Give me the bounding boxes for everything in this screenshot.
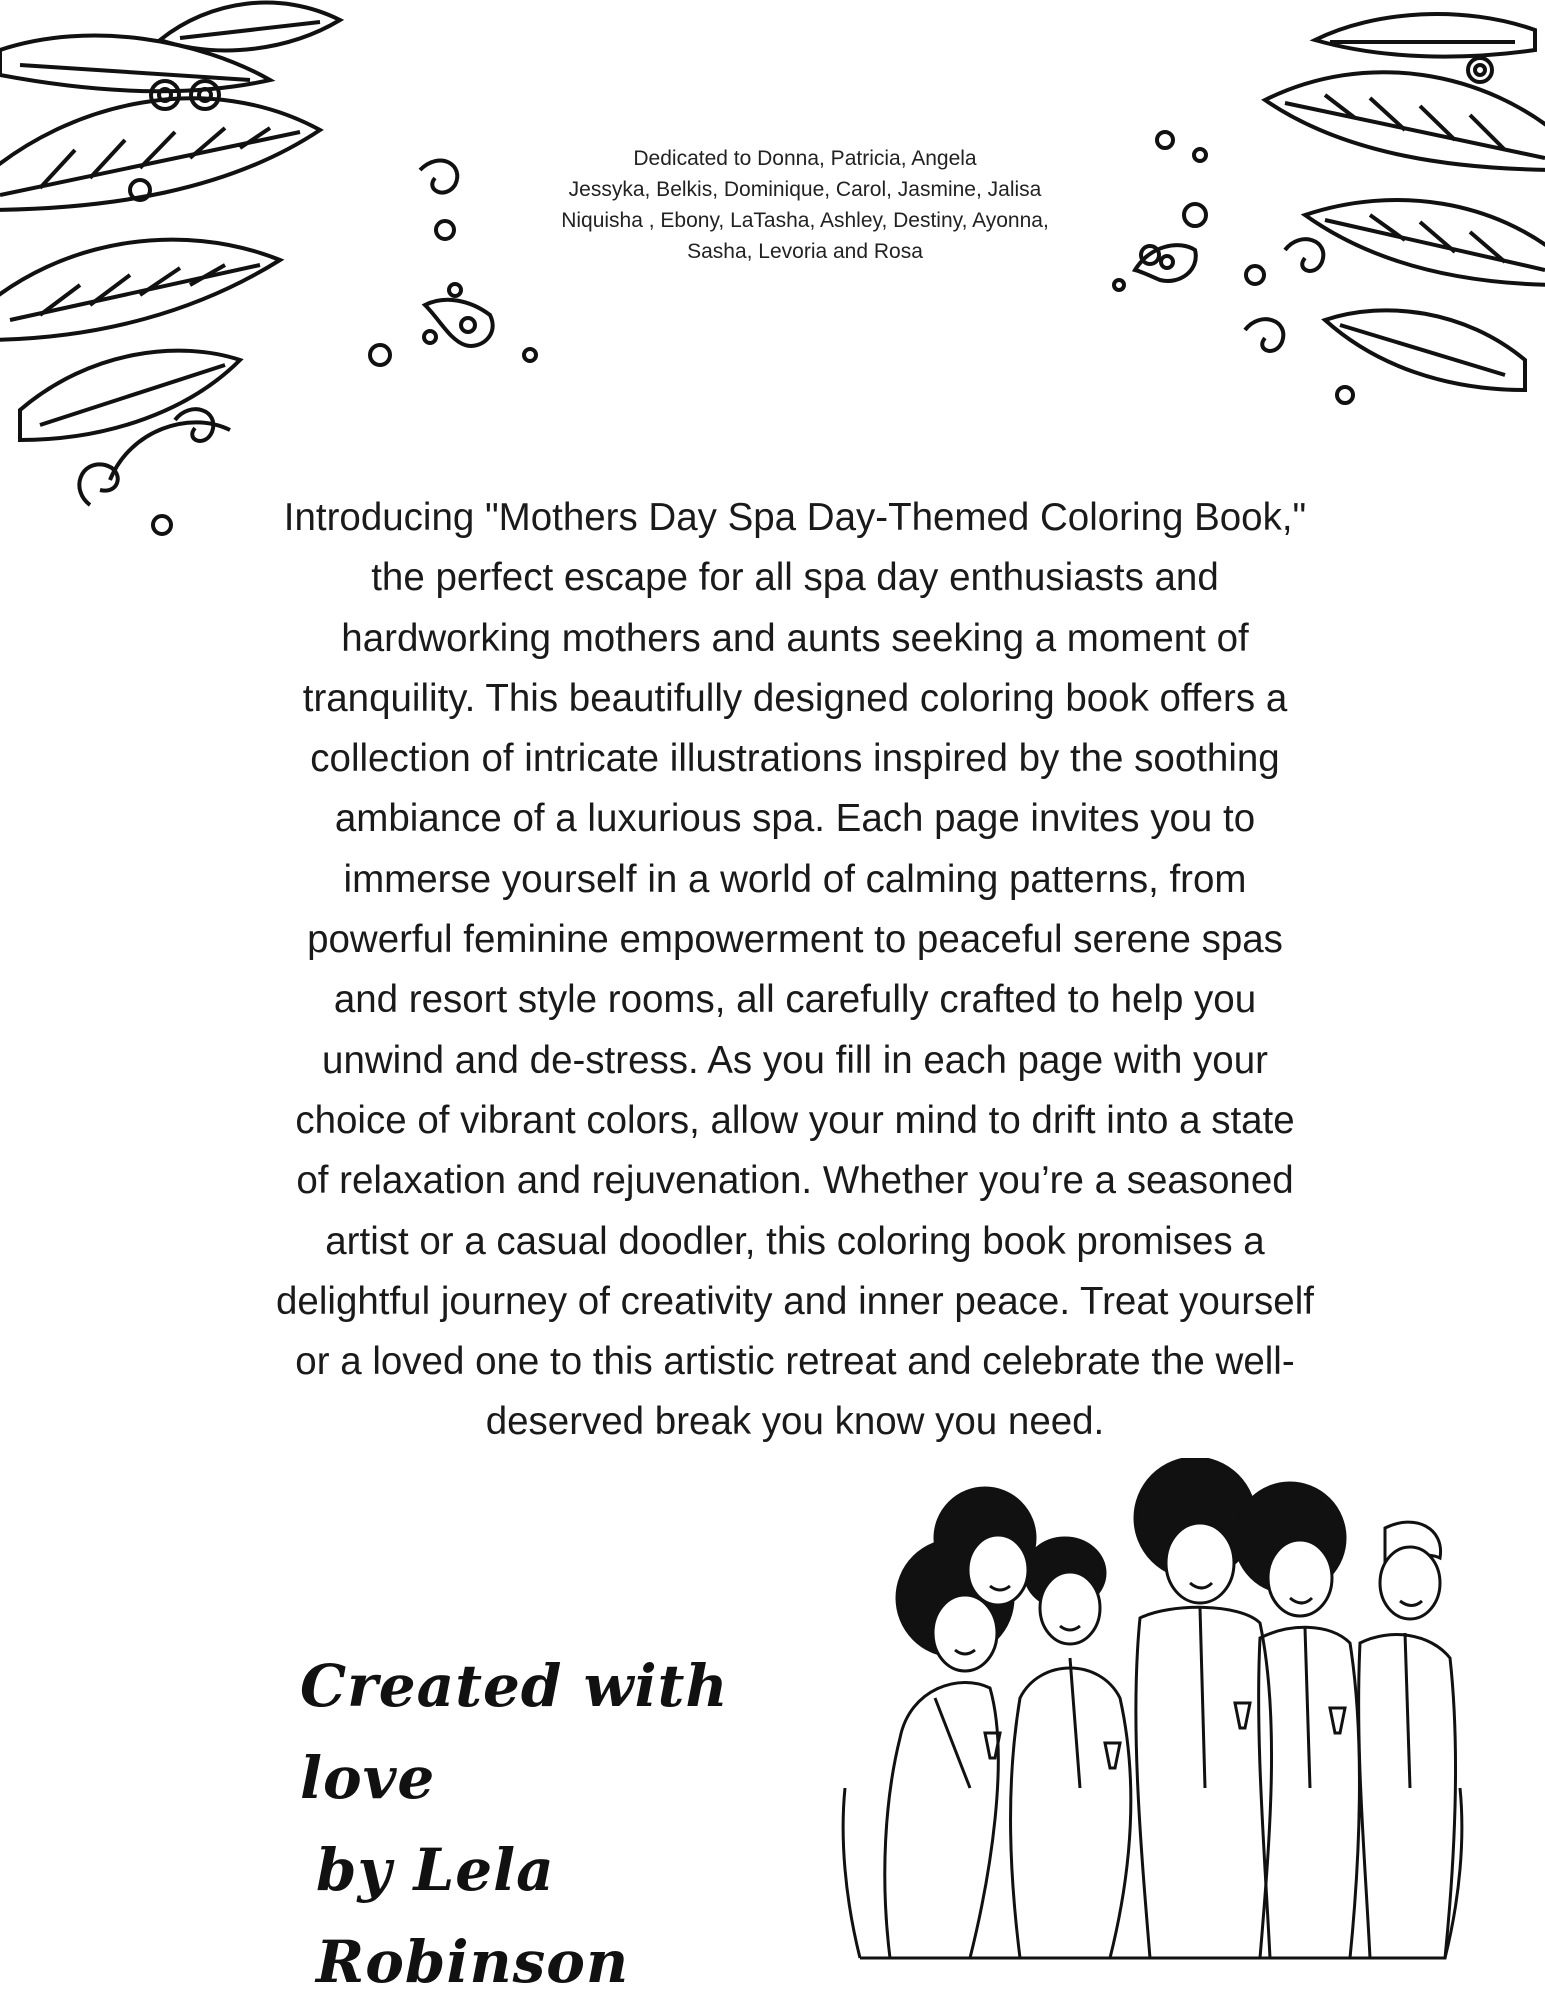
intro-line: of relaxation and rejuvenation. Whether you’re a seasoned (296, 1159, 1294, 1203)
mandala-ornament-left (0, 0, 560, 560)
intro-line: hardworking mothers and aunts seeking a moment of (341, 616, 1249, 660)
signature-line: by Lela Robinson (316, 1836, 630, 1996)
intro-line: unwind and de-stress. As you fill in each page with your (322, 1038, 1268, 1082)
intro-line: Introducing "Mothers Day Spa Day-Themed Coloring Book," (283, 496, 1307, 539)
intro-line: ambiance of a luxurious spa. Each page invites you to (334, 797, 1256, 841)
intro-line: artist or a casual doodler, this coloring book promises a (325, 1219, 1265, 1263)
intro-line: collection of intricate illustrations inspired by the soothing (310, 737, 1280, 781)
intro-line: immerse yourself in a world of calming patterns, from (343, 857, 1247, 901)
dedication-line: Sasha, Levoria and Rosa (687, 240, 923, 263)
intro-line: deserved break you know you need. (485, 1400, 1105, 1444)
intro-line: tranquility. This beautifully designed coloring book offers a (302, 676, 1288, 720)
intro-line: and resort style rooms, all carefully crafted to help you (333, 978, 1257, 1022)
author-signature (300, 1640, 780, 2000)
intro-paragraph (215, 488, 1375, 1453)
intro-line: delightful journey of creativity and inner peace. Treat yourself (276, 1279, 1314, 1323)
dedication (510, 143, 1100, 267)
intro-line: powerful feminine empowerment to peaceful serene spas (307, 918, 1283, 962)
intro-line: the perfect escape for all spa day enthusiasts and (371, 556, 1219, 600)
intro-line: or a loved one to this artistic retreat and celebrate the well- (295, 1340, 1295, 1384)
dedication-line: Dedicated to Donna, Patricia, Angela (633, 147, 977, 170)
signature-line: Created with love (300, 1652, 729, 1812)
spa-women-illustration (840, 1458, 1465, 2000)
dedication-line: Jessyka, Belkis, Dominique, Carol, Jasmine, Jalisa (568, 178, 1042, 201)
mandala-ornament-right (1105, 0, 1545, 420)
dedication-line: Niquisha , Ebony, LaTasha, Ashley, Destiny, Ayonna, (561, 209, 1049, 232)
intro-line: choice of vibrant colors, allow your mind to drift into a state (295, 1098, 1295, 1142)
